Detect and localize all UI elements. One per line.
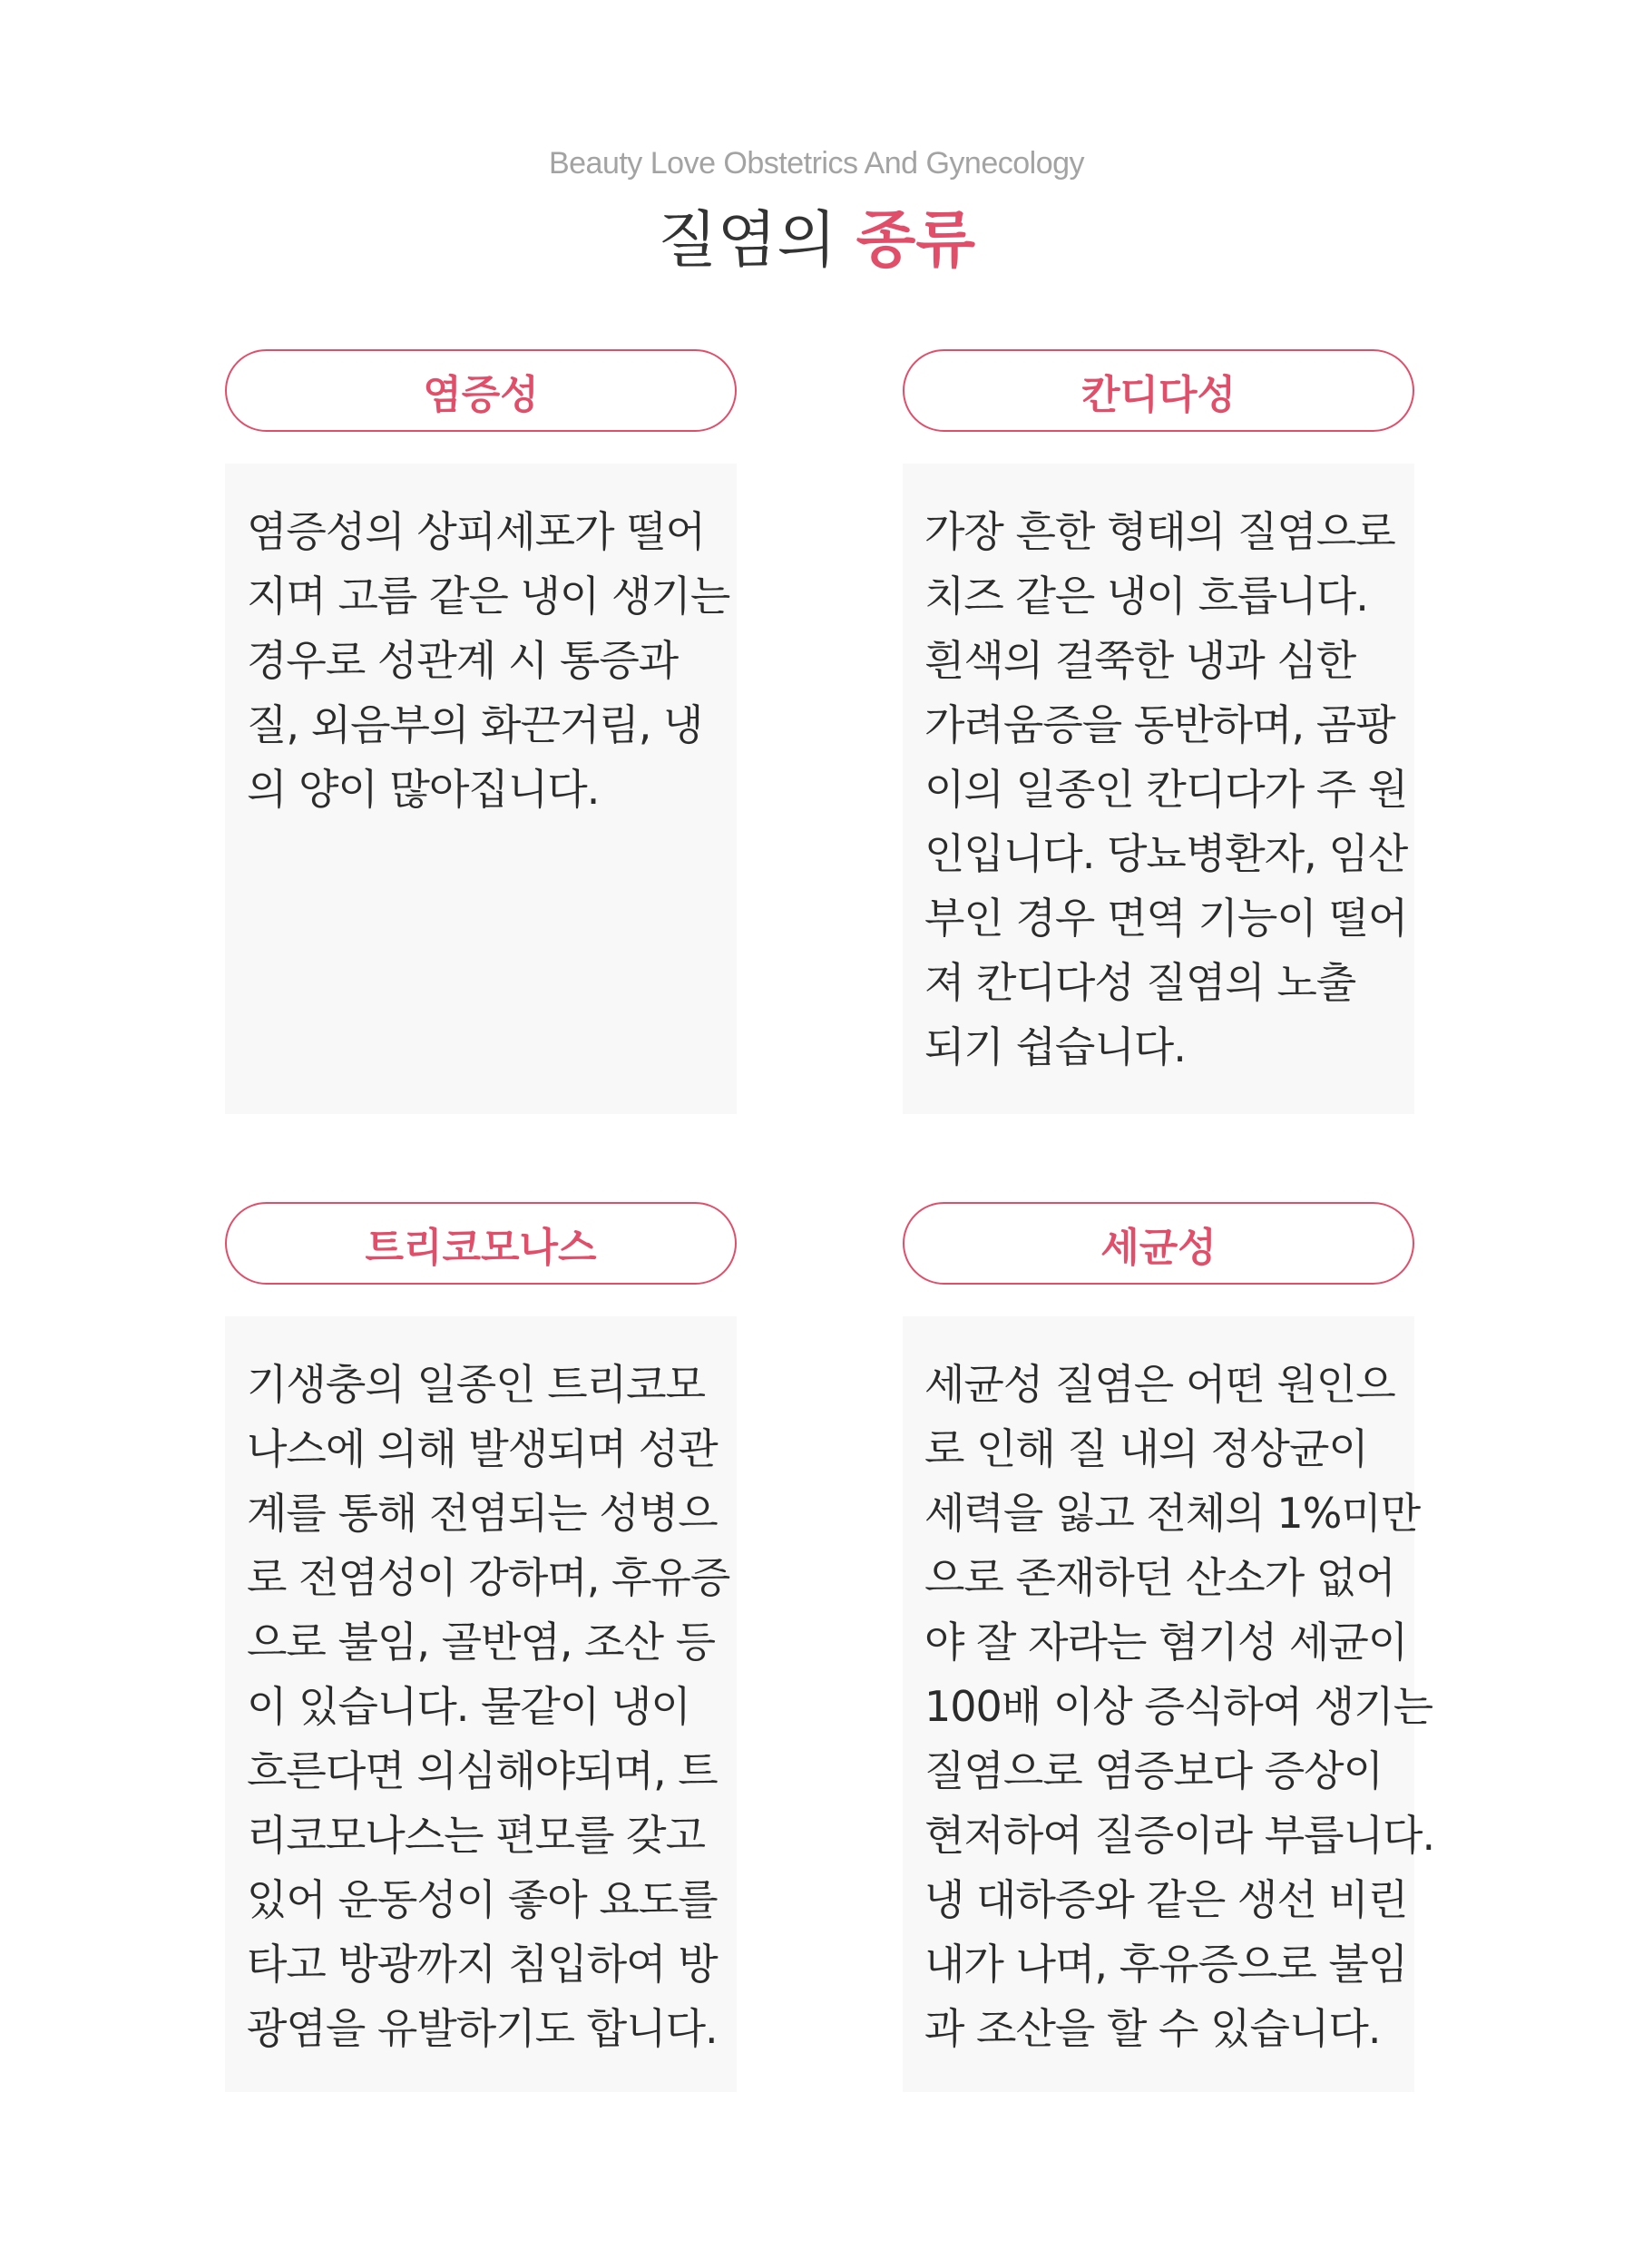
body-line: 이의 일종인 칸디다가 주 원 [924,765,1408,814]
body-line: 세력을 잃고 전체의 1%미만 [924,1489,1421,1538]
body-line: 으로 존재하던 산소가 없어 [924,1553,1395,1602]
body-line: 이 있습니다. 물같이 냉이 [247,1682,690,1731]
page-title [0,198,1633,285]
card-inflammatory-body [225,464,737,1114]
card-candida-body [903,464,1414,1114]
page-header [0,136,1633,285]
body-line: 있어 운동성이 좋아 요도를 [247,1875,718,1924]
body-line: 기생충의 일종인 트리코모 [247,1360,706,1409]
body-line: 가장 흔한 형태의 질염으로 [924,507,1395,556]
card-trichomonas-label: 트리코모나스 [225,1202,737,1285]
card-bacterial-label: 세균성 [903,1202,1414,1285]
body-line: 가려움증을 동반하며, 곰팡 [924,700,1395,749]
body-line: 경우로 성관계 시 통증과 [247,636,679,685]
body-line: 타고 방광까지 침입하여 방 [247,1940,718,1989]
body-line: 리코모나스는 편모를 갖고 [247,1811,706,1860]
card-trichomonas-body [225,1316,737,2092]
body-line: 냉 대하증와 같은 생선 비린 [924,1875,1408,1924]
body-line: 의 양이 많아집니다. [247,765,600,814]
body-line: 내가 나며, 후유증으로 불임 [924,1940,1408,1989]
body-line: 질염으로 염증보다 증상이 [924,1746,1384,1795]
body-line: 과 조산을 할 수 있습니다. [924,2004,1381,2053]
body-line: 져 칸디다성 질염의 노출 [924,958,1356,1007]
page-title-accent: 종류 [856,205,976,277]
body-line: 계를 통해 전염되는 성병으 [247,1489,718,1538]
body-line: 치즈 같은 냉이 흐릅니다. [924,572,1368,621]
body-line: 흐른다면 의심해야되며, 트 [247,1746,718,1795]
body-line: 나스에 의해 발생되며 성관 [247,1424,718,1473]
body-line: 흰색의 걸쭉한 냉과 심한 [924,636,1356,685]
body-line: 현저하여 질증이라 부릅니다. [924,1811,1435,1860]
body-line: 부인 경우 면역 기능이 떨어 [924,894,1408,943]
card-candida-label: 칸디다성 [903,349,1414,432]
body-line: 세균성 질염은 어떤 원인으 [924,1360,1395,1409]
body-line: 로 전염성이 강하며, 후유증 [247,1553,730,1602]
body-line: 로 인해 질 내의 정상균이 [924,1424,1368,1473]
body-line: 야 잘 자라는 혐기성 세균이 [924,1618,1408,1667]
body-line: 으로 불임, 골반염, 조산 등 [247,1618,716,1667]
body-line: 질, 외음부의 화끈거림, 냉 [247,700,703,749]
clinic-subtitle: Beauty Love Obstetrics And Gynecology [548,146,1085,181]
body-line: 광염을 유발하기도 합니다. [247,2004,718,2053]
body-line: 인입니다. 당뇨병환자, 임산 [924,829,1408,878]
page-title-plain: 질염의 [657,205,856,277]
card-inflammatory-label: 염증성 [225,349,737,432]
body-line: 100배 이상 증식하여 생기는 [924,1682,1433,1731]
card-bacterial-body [903,1316,1435,2092]
body-line: 되기 쉽습니다. [924,1022,1186,1071]
body-line: 지며 고름 같은 냉이 생기는 [247,572,730,621]
body-line: 염증성의 상피세포가 떨어 [247,507,706,556]
